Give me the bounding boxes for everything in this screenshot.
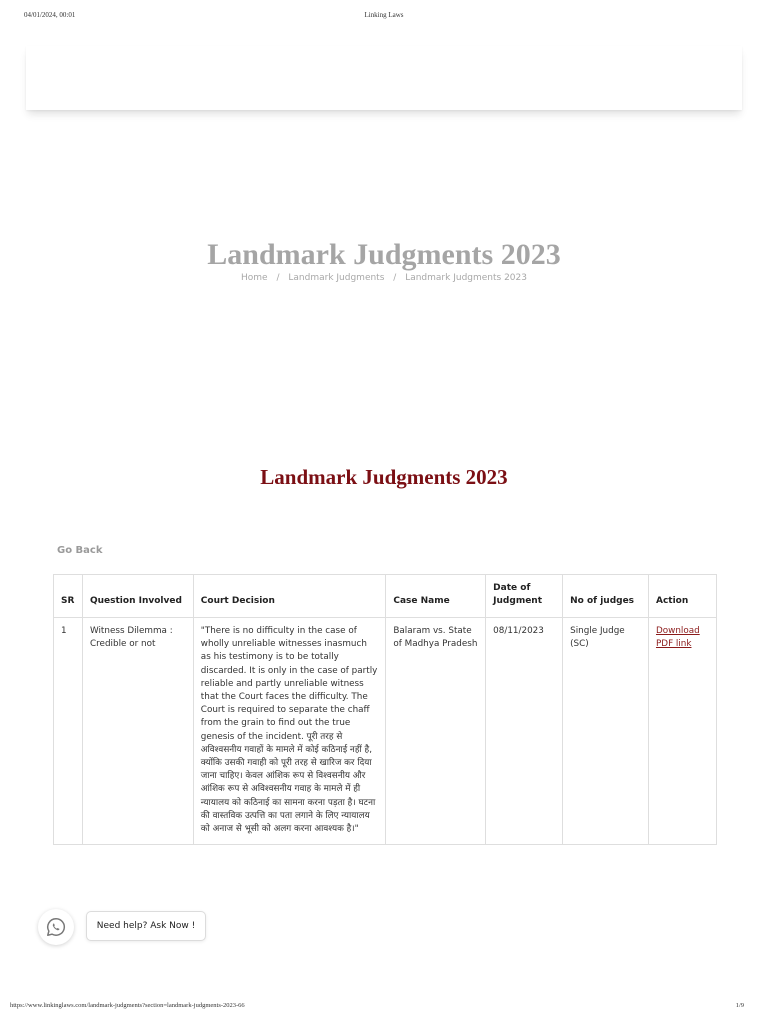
breadcrumb-current: Landmark Judgments 2023 (405, 273, 527, 283)
column-header-judges: No of judges (563, 575, 649, 618)
column-header-date: Date of Judgment (486, 575, 563, 618)
cell-judges: Single Judge (SC) (563, 618, 649, 845)
column-header-sr: SR (54, 575, 83, 618)
print-date: 04/01/2024, 00:01 (24, 11, 76, 19)
section-title: Landmark Judgments 2023 (260, 465, 508, 489)
print-page-number: 1/9 (735, 1002, 744, 1009)
breadcrumb-separator: / (276, 273, 280, 283)
cell-date: 08/11/2023 (486, 618, 563, 845)
go-back-link[interactable]: Go Back (57, 545, 103, 556)
print-url: https://www.linkinglaws.com/landmark-judgments?section=landmark-judgments-2023-66 (10, 1002, 245, 1009)
cell-action (648, 618, 716, 845)
column-header-action: Action (648, 575, 716, 618)
help-chat-bubble[interactable]: Need help? Ask Now ! (86, 911, 206, 941)
cell-question: Witness Dilemma : Credible or not (82, 618, 193, 845)
print-footer (0, 1002, 768, 1012)
breadcrumb-landmark-judgments[interactable]: Landmark Judgments (288, 273, 385, 283)
site-header (26, 46, 742, 110)
whatsapp-button[interactable] (38, 909, 74, 945)
cell-court-decision: "There is no difficulty in the case of wholly unreliable witnesses inasmuch as his testimony is to be totally discarded. It is only in the case of partly reliable and partly unreliable witness that the Court faces the difficulty. The Court is required to separate the chaff from the grain to find out the true genesis of the incident. पूरी तरह से अविश्वसनीय गवाहों के मामले में कोई कठिनाई नहीं है, क्योंकि उसकी गवाही को पूरी तरह से खारिज कर दिया जाना चाहिए। केवल आंशिक रूप से विश्वसनीय और आंशिक रूप से अविश्वसनीय गवाह के मामले में ही न्यायालय को कठिनाई का सामना करना पड़ता है। घटना की वास्तविक उत्पत्ति का पता लगाने के लिए न्यायालय को अनाज से भूसी को अलग करना आवश्यक है।" (193, 618, 386, 845)
cell-sr: 1 (54, 618, 83, 845)
whatsapp-icon (45, 916, 67, 938)
breadcrumb (0, 273, 768, 283)
column-header-decision: Court Decision (193, 575, 386, 618)
breadcrumb-separator: / (393, 273, 397, 283)
breadcrumb-home[interactable]: Home (241, 273, 268, 283)
column-header-case: Case Name (386, 575, 486, 618)
judgments-table (53, 574, 717, 845)
table-header-row (54, 575, 717, 618)
column-header-question: Question Involved (82, 575, 193, 618)
download-pdf-link[interactable]: Download PDF link (655, 626, 700, 650)
print-page-title: Linking Laws (364, 11, 404, 19)
print-header (0, 11, 768, 23)
table-row (54, 618, 717, 845)
page-title: Landmark Judgments 2023 (207, 238, 561, 271)
cell-case-name: Balaram vs. State of Madhya Pradesh (386, 618, 486, 845)
